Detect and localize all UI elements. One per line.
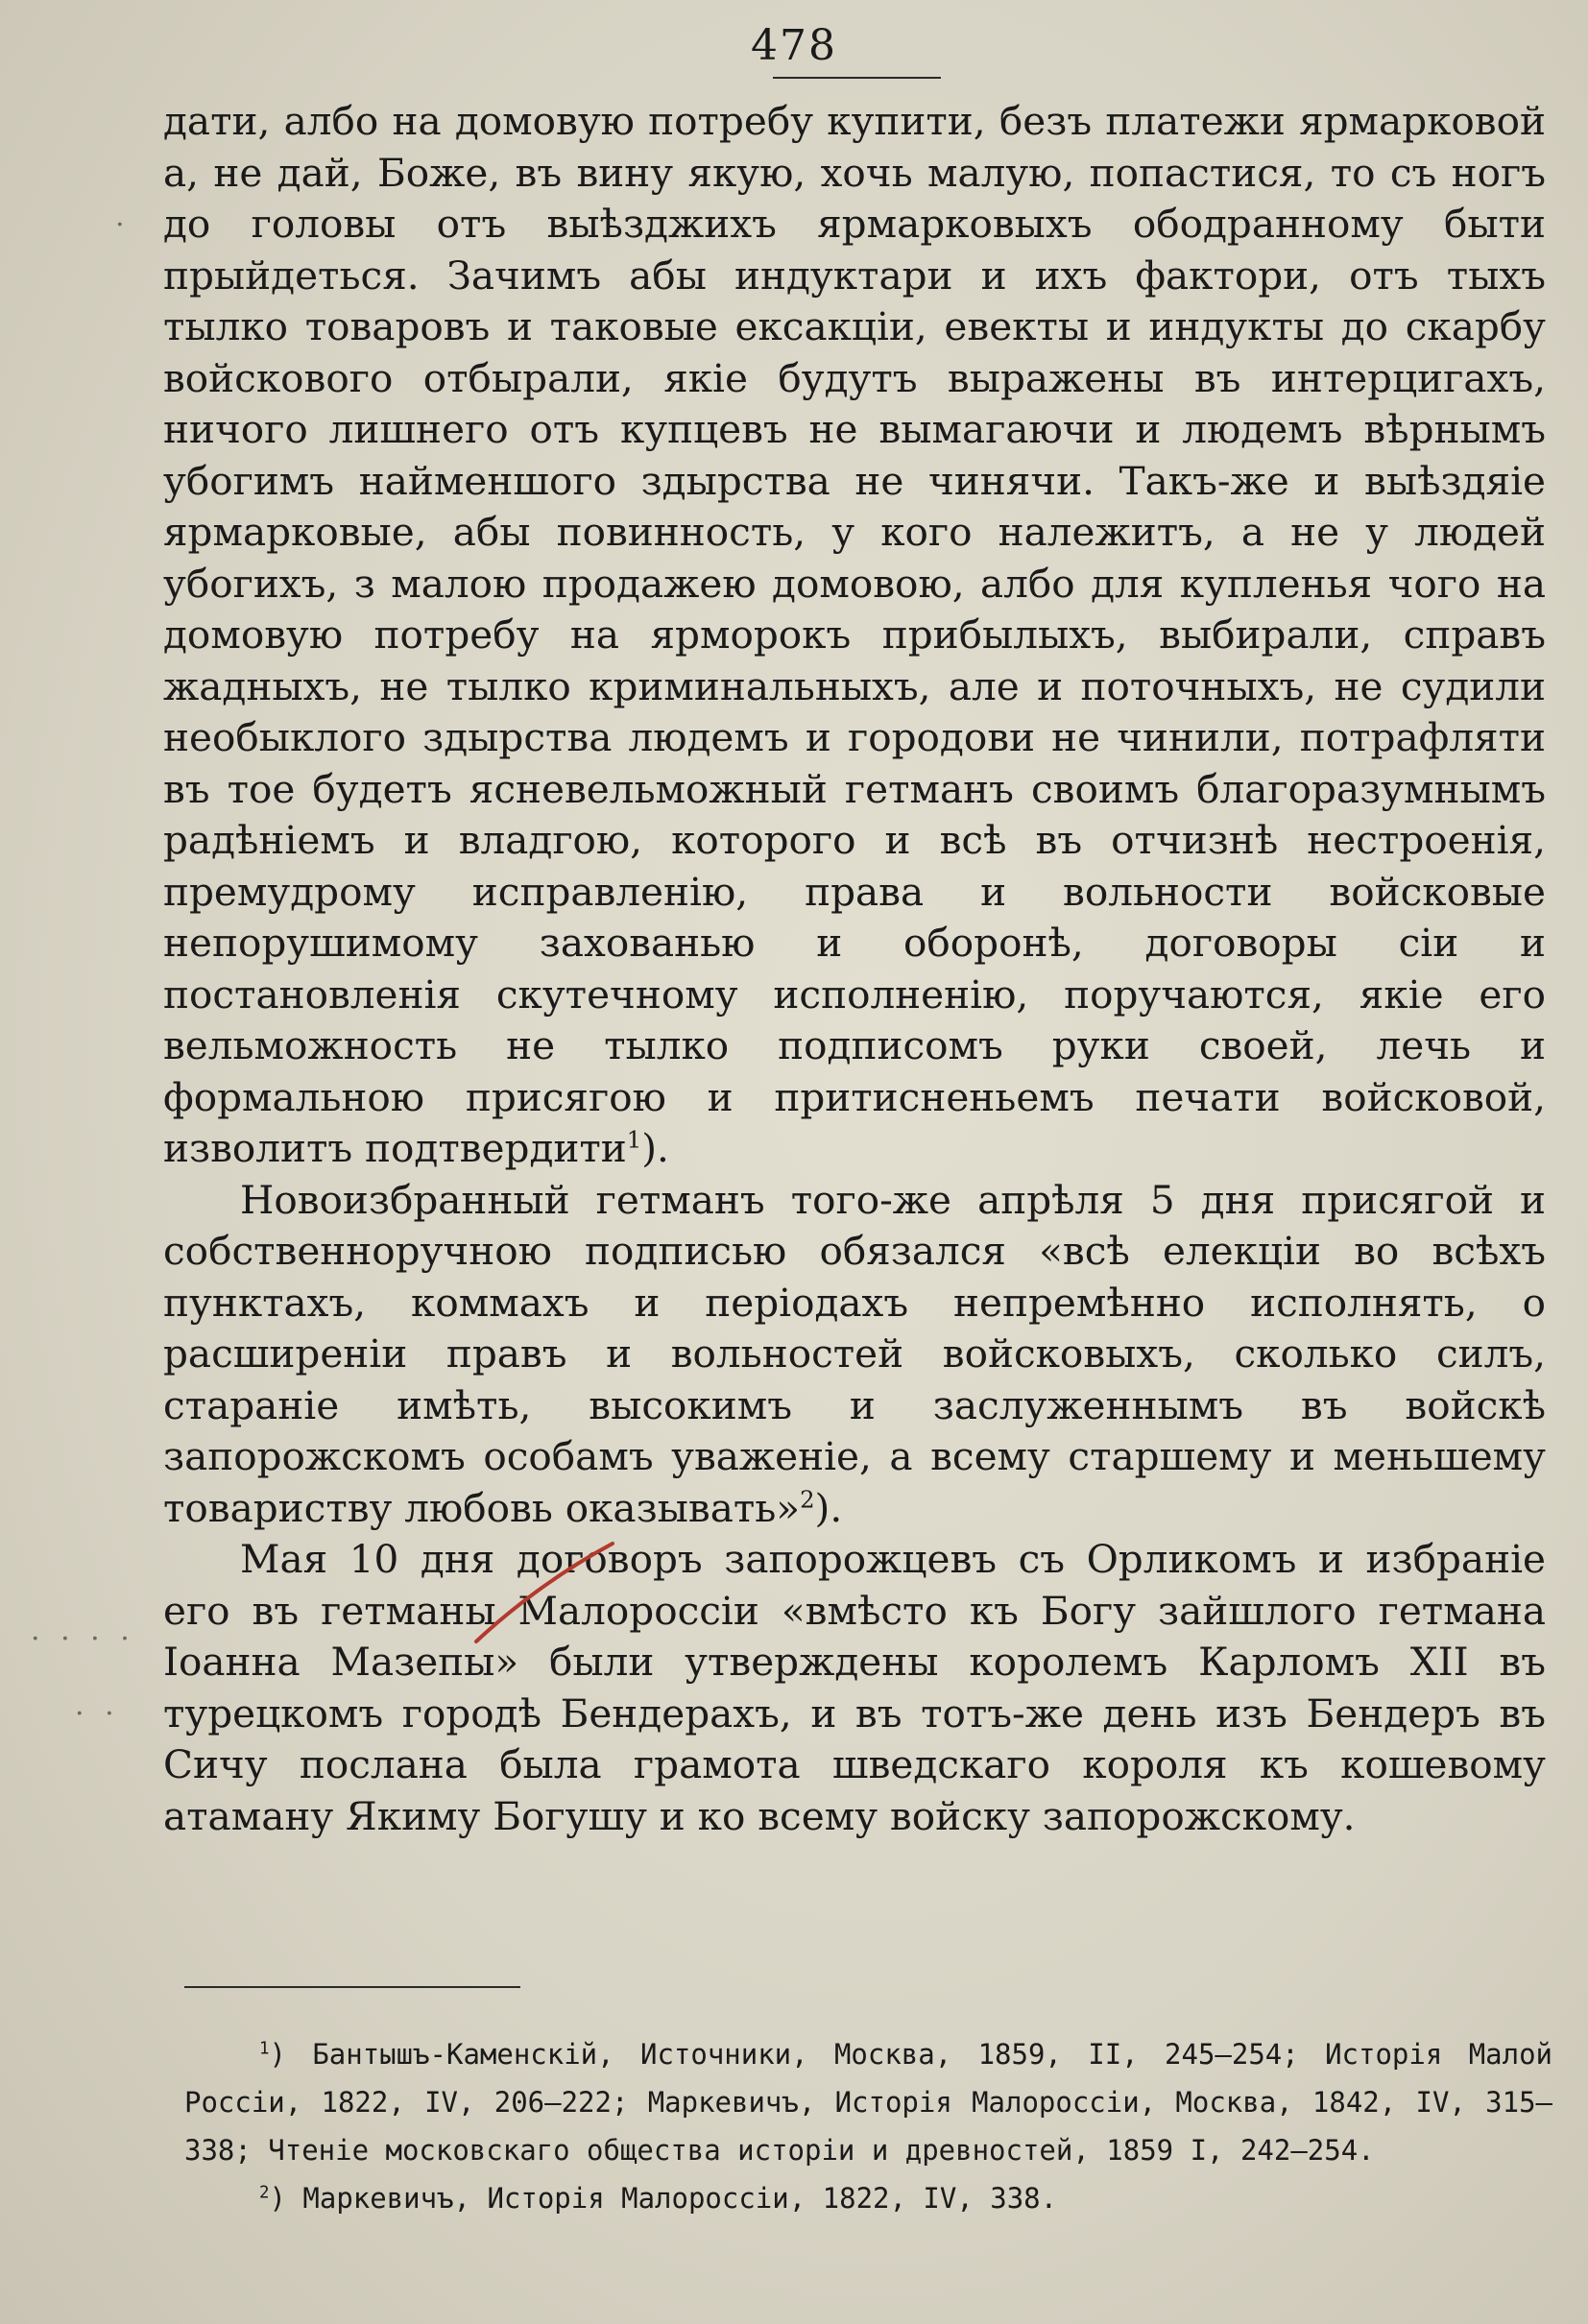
margin-mark: · · xyxy=(75,1697,120,1731)
footnotes xyxy=(184,2030,1552,2222)
paragraph-text: дати, албо на домовую потребу купити, безъ платежи ярмарковой а, не дай, Боже, въ вину якую, хочь малую, попастися, то съ ногъ до головы отъ выѣзджихъ ярмарковыхъ ободранному быти прыйдеться. Зачимъ абы индуктари и ихъ фактори, отъ тыхъ тылко товаровъ и таковые ексакціи, евекты и индукты до скарбу войскового отбырали, якіе будутъ выражены въ интерцигахъ, ничого лишнего отъ купцевъ не вымагаючи и людемъ вѣрнымъ убогимъ найменшого здырства не чинячи. Такъ-же и выѣздяіе ярмарковые, абы повинность, у кого належитъ, а не у людей убогихъ, з малою продажею домовою, албо для купленья чого на домовую потребу на ярморокъ прибылыхъ, выбирали, справъ жадныхъ, не тылко криминальныхъ, але и поточныхъ, не судили необыклого здырства людемъ и городови не чинили, потрафляти въ тое будетъ ясневельможный гетманъ своимъ благоразумнымъ радѣніемъ и владгою, которого и всѣ въ отчизнѣ нестроенія, премудрому исправленію, права и вольности войсковые непорушимому захованью и оборонѣ, договоры сіи и постановленія скутечному исполненію, поручаются, якіе его вельможность не тылко подписомъ руки своей, лечь и формальною присягою и притисненьемъ печати войсковой, изволитъ подтвердити xyxy=(163,98,1546,1171)
page-number: 478 xyxy=(751,21,837,70)
paragraph-text: Мая 10 дня договоръ запорожцевъ съ Орликомъ и избраніе его въ гетманы Малороссіи «вмѣсто къ Богу зайшлого гетмана Іоанна Мазепы» были утверждены королемъ Карломъ XII въ турецкомъ городѣ Бендерахъ, и въ тотъ-же день изъ Бендеръ въ Сичу послана была грамота шведскаго короля къ кошевому атаману Якиму Богушу и ко всему войску запорожскому. xyxy=(163,1536,1546,1839)
margin-mark: · · · · xyxy=(31,1622,135,1656)
page-number-rule xyxy=(773,77,941,79)
paragraph xyxy=(163,1175,1546,1535)
footnote-ref[interactable]: 2 xyxy=(800,1485,815,1513)
main-text xyxy=(163,96,1546,1842)
margin-mark: . xyxy=(115,200,131,233)
paragraph xyxy=(163,1534,1546,1842)
footnote-marker: 1 xyxy=(259,2039,270,2059)
footnote-ref[interactable]: 1 xyxy=(626,1125,642,1154)
footnote-separator xyxy=(184,1986,520,1988)
footnote-marker: 2 xyxy=(259,2183,270,2203)
paragraph-tail: ). xyxy=(814,1484,843,1531)
footnote-text: ) Бантышъ-Каменскій, Источники, Москва, 1859, II, 245—254; Исторія Малой Россіи, 1822, IV, 206—222; Маркевичъ, Исторія Малороссіи, Москва, 1842, IV, 315—338; Чтеніе московскаго общества исторіи и древностей, 1859 I, 242—254. xyxy=(184,2038,1552,2167)
paragraph-text: Новоизбранный гетманъ того-же апрѣля 5 дня присягой и собственноручною подписью обязался «всѣ елекціи во всѣхъ пунктахъ, коммахъ и періодахъ непремѣнно исполнять, о расширеніи правъ и вольностей войсковыхъ, сколько силъ, стараніе имѣть, высокимъ и заслуженнымъ въ войскѣ запорожскомъ особамъ уваженіе, а всему старшему и меньшему товариству любовь оказывать» xyxy=(163,1176,1546,1531)
footnote xyxy=(184,2174,1552,2222)
footnote-text: ) Маркевичъ, Исторія Малороссіи, 1822, IV, 338. xyxy=(269,2182,1058,2215)
pen-mark xyxy=(469,1536,622,1651)
paragraph xyxy=(163,96,1546,1175)
paragraph-tail: ). xyxy=(641,1125,669,1171)
footnote xyxy=(184,2030,1552,2174)
